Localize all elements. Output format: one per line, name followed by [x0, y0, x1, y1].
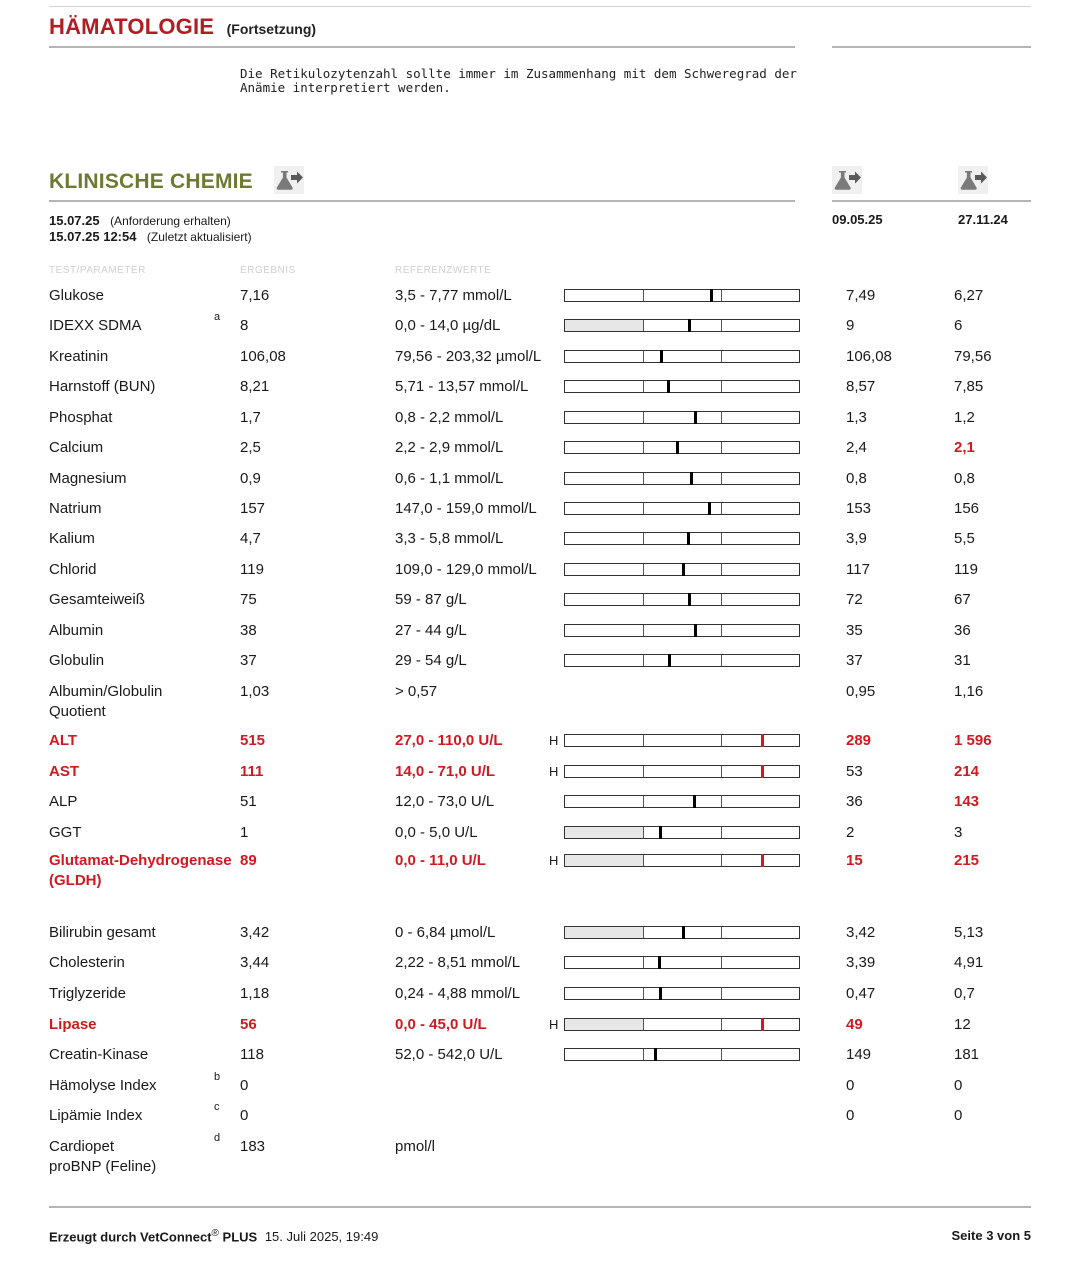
- previous-result-2: 4,91: [954, 954, 984, 971]
- reference-range: > 0,57: [395, 683, 438, 700]
- test-result: 8,21: [240, 378, 270, 395]
- test-name: [49, 591, 145, 608]
- test-name-line: AST: [49, 763, 79, 780]
- test-result: 183: [240, 1138, 266, 1155]
- previous-result-2: 1,2: [954, 409, 975, 426]
- high-flag: H: [549, 733, 559, 748]
- range-divider: [643, 957, 644, 968]
- previous-result-2: 0: [954, 1077, 963, 1094]
- lab-flask-arrow-icon[interactable]: [274, 166, 304, 194]
- test-name: [49, 1138, 156, 1175]
- footer-plus: PLUS: [222, 1229, 258, 1245]
- reference-range: 0 - 6,84 µmol/L: [395, 924, 496, 941]
- test-name-line: Natrium: [49, 500, 102, 517]
- test-name-line: Gesamteiweiß: [49, 591, 145, 608]
- received-label: (Anforderung erhalten): [110, 214, 231, 228]
- test-name-line: Glukose: [49, 287, 105, 304]
- test-name: [49, 793, 77, 810]
- test-result: 8: [240, 317, 249, 334]
- test-name-line: Globulin: [49, 652, 105, 669]
- result-marker: [682, 926, 685, 939]
- test-name: [49, 409, 112, 426]
- test-name-line: Glutamat-Dehydrogenase: [49, 852, 232, 869]
- reference-range: 27,0 - 110,0 U/L: [395, 732, 503, 749]
- test-name-line: Magnesium: [49, 470, 127, 487]
- test-name: [49, 1107, 142, 1124]
- range-divider: [643, 766, 644, 777]
- previous-result-1: 153: [846, 500, 872, 517]
- test-result: 515: [240, 732, 266, 749]
- test-name: [49, 1077, 157, 1094]
- test-name-line: Albumin: [49, 622, 104, 639]
- previous-result-1: 3,42: [846, 924, 876, 941]
- result-marker: [668, 654, 671, 667]
- reference-range: 14,0 - 71,0 U/L: [395, 763, 496, 780]
- range-divider: [721, 957, 722, 968]
- range-divider: [721, 1049, 722, 1060]
- result-marker: [654, 1048, 657, 1061]
- test-name: [49, 470, 127, 487]
- chemistry-rule-right: [832, 200, 1031, 202]
- previous-result-2: 79,56: [954, 348, 992, 365]
- footnote-marker: a: [214, 311, 221, 323]
- result-marker: [660, 350, 663, 363]
- test-name: [49, 317, 142, 334]
- reference-range-bar: [564, 563, 800, 576]
- reference-range-bar: [564, 624, 800, 637]
- footer-reg-mark: ®: [211, 1228, 219, 1239]
- test-name: [49, 561, 97, 578]
- reference-range: 2,2 - 2,9 mmol/L: [395, 439, 504, 456]
- previous-result-2: 1,16: [954, 683, 984, 700]
- result-marker: [710, 289, 713, 302]
- column-header-result: ERGEBNIS: [240, 265, 296, 276]
- result-marker: [687, 532, 690, 545]
- range-divider: [721, 594, 722, 605]
- lab-flask-arrow-icon[interactable]: [832, 166, 862, 194]
- result-marker: [694, 624, 697, 637]
- note-line-2: Anämie interpretiert werden.: [240, 80, 451, 95]
- top-rule: [49, 6, 1031, 7]
- test-name-line: Hämolyse Index: [49, 1077, 157, 1094]
- previous-result-2: 156: [954, 500, 980, 517]
- reference-range-bar: [564, 956, 800, 969]
- low-zone-shade: [565, 827, 643, 838]
- previous-result-2: 67: [954, 591, 971, 608]
- reference-range-bar: [564, 319, 800, 332]
- range-divider: [643, 655, 644, 666]
- test-result: 0: [240, 1077, 249, 1094]
- range-divider: [643, 855, 644, 866]
- range-divider: [643, 735, 644, 746]
- test-name-line: Harnstoff (BUN): [49, 378, 156, 395]
- chemistry-title: KLINISCHE CHEMIE: [49, 170, 253, 193]
- test-name: [49, 500, 102, 517]
- range-divider: [643, 533, 644, 544]
- range-divider: [721, 927, 722, 938]
- previous-result-1: 0,8: [846, 470, 867, 487]
- footnote-marker: c: [214, 1101, 220, 1113]
- previous-result-1: 15: [846, 852, 863, 869]
- test-name: [49, 622, 103, 639]
- reference-range-bar: [564, 1018, 800, 1031]
- result-marker: [682, 563, 685, 576]
- reference-range-bar: [564, 987, 800, 1000]
- reference-range: 0,0 - 14,0 µg/dL: [395, 317, 501, 334]
- result-marker: [659, 826, 662, 839]
- range-divider: [721, 351, 722, 362]
- range-divider: [643, 564, 644, 575]
- previous-result-1: 72: [846, 591, 863, 608]
- previous-result-2: 0,8: [954, 470, 975, 487]
- test-result: 1,7: [240, 409, 261, 426]
- previous-result-2: 119: [954, 561, 978, 578]
- test-result: 89: [240, 852, 257, 869]
- haematology-rule: [49, 46, 795, 48]
- reference-range-bar: [564, 502, 800, 515]
- test-name-line: Cardiopet: [49, 1138, 115, 1155]
- test-name: [49, 824, 82, 841]
- previous-result-2: 181: [954, 1046, 980, 1063]
- reference-range-bar: [564, 926, 800, 939]
- result-marker: [761, 854, 764, 867]
- previous-result-1: 8,57: [846, 378, 876, 395]
- reference-range-bar: [564, 826, 800, 839]
- result-marker: [693, 795, 696, 808]
- previous-result-1: 9: [846, 317, 855, 334]
- range-divider: [643, 927, 644, 938]
- result-marker: [708, 502, 711, 515]
- updated-label: (Zuletzt aktualisiert): [146, 230, 252, 244]
- footer-generated-by: Erzeugt durch VetConnect: [49, 1229, 212, 1245]
- test-name-line: Triglyzeride: [49, 985, 126, 1002]
- test-result: 1: [240, 824, 249, 841]
- reference-range: 59 - 87 g/L: [395, 591, 467, 608]
- test-result: 0: [240, 1107, 249, 1124]
- high-flag: H: [549, 764, 559, 779]
- previous-result-2: 215: [954, 852, 980, 869]
- test-name-line: Creatin-Kinase: [49, 1046, 149, 1063]
- range-divider: [643, 796, 644, 807]
- reference-range: 109,0 - 129,0 mmol/L: [395, 561, 537, 578]
- previous-result-2: 1 596: [954, 732, 992, 749]
- received-date: 15.07.25: [49, 213, 100, 228]
- range-divider: [721, 655, 722, 666]
- haematology-rule-right: [832, 46, 1031, 48]
- test-result: 106,08: [240, 348, 286, 365]
- test-result: 56: [240, 1016, 257, 1033]
- high-flag: H: [549, 853, 559, 868]
- previous-result-1: 0,95: [846, 683, 876, 700]
- test-name: [49, 1016, 97, 1033]
- previous-result-1: 106,08: [846, 348, 892, 365]
- chemistry-rule: [49, 200, 795, 202]
- test-result: 38: [240, 622, 257, 639]
- range-divider: [721, 381, 722, 392]
- range-divider: [721, 766, 722, 777]
- test-result: 51: [240, 793, 257, 810]
- range-divider: [643, 381, 644, 392]
- previous-result-2: 31: [954, 652, 971, 669]
- test-result: 1,18: [240, 985, 270, 1002]
- previous-result-2: 214: [954, 763, 980, 780]
- column-header-test: TEST/PARAMETER: [49, 265, 146, 276]
- previous-result-2: 0: [954, 1107, 963, 1124]
- result-marker: [690, 472, 693, 485]
- test-name-line: ALP: [49, 793, 78, 810]
- range-divider: [721, 735, 722, 746]
- reference-range-bar: [564, 289, 800, 302]
- test-name: [49, 348, 108, 365]
- test-result: 4,7: [240, 530, 261, 547]
- haematology-title: HÄMATOLOGIE: [49, 14, 215, 39]
- reference-range: 0,24 - 4,88 mmol/L: [395, 985, 521, 1002]
- test-name: [49, 732, 77, 749]
- range-divider: [721, 533, 722, 544]
- previous-result-1: 36: [846, 793, 863, 810]
- range-divider: [721, 412, 722, 423]
- range-divider: [721, 988, 722, 999]
- range-divider: [643, 503, 644, 514]
- test-name: [49, 530, 95, 547]
- range-divider: [643, 351, 644, 362]
- previous-result-1: 2,4: [846, 439, 867, 456]
- test-name-line: ALT: [49, 732, 78, 749]
- range-divider: [721, 625, 722, 636]
- footer-page-number: Seite 3 von 5: [951, 1228, 1031, 1243]
- test-name-line: Kreatinin: [49, 348, 109, 365]
- previous-result-1: 3,9: [846, 530, 867, 547]
- test-name: [49, 683, 162, 720]
- result-marker: [688, 593, 691, 606]
- reference-range-bar: [564, 795, 800, 808]
- previous-result-2: 5,5: [954, 530, 975, 547]
- test-name-line: Albumin/Globulin: [49, 683, 163, 700]
- test-name-line: Kalium: [49, 530, 95, 547]
- test-result: 2,5: [240, 439, 261, 456]
- reference-range-bar: [564, 380, 800, 393]
- previous-result-1: 7,49: [846, 287, 876, 304]
- reference-range: 79,56 - 203,32 µmol/L: [395, 348, 542, 365]
- previous-result-2: 2,1: [954, 439, 975, 456]
- test-name-line-2: Quotient: [49, 703, 106, 720]
- last-updated: [49, 228, 252, 246]
- reference-range-bar: [564, 765, 800, 778]
- test-name-line: Bilirubin gesamt: [49, 924, 156, 941]
- previous-result-2: 36: [954, 622, 971, 639]
- previous-result-1: 37: [846, 652, 863, 669]
- result-marker: [688, 319, 691, 332]
- reference-range: 3,3 - 5,8 mmol/L: [395, 530, 504, 547]
- reticulocyte-note: [240, 67, 797, 95]
- reference-range: 0,8 - 2,2 mmol/L: [395, 409, 504, 426]
- reference-range-bar: [564, 350, 800, 363]
- result-marker: [761, 734, 764, 747]
- range-divider: [643, 594, 644, 605]
- test-result: 0,9: [240, 470, 261, 487]
- previous-result-1: 117: [846, 561, 870, 578]
- reference-range: 0,0 - 11,0 U/L: [395, 852, 486, 869]
- test-result: 157: [240, 500, 266, 517]
- previous-result-2: 12: [954, 1016, 971, 1033]
- range-divider: [643, 827, 644, 838]
- range-divider: [721, 796, 722, 807]
- footer-date: 15. Juli 2025, 19:49: [264, 1229, 379, 1245]
- haematology-subtitle: (Fortsetzung): [226, 21, 317, 37]
- result-marker: [676, 441, 679, 454]
- test-name-line: Calcium: [49, 439, 104, 456]
- result-marker: [694, 411, 697, 424]
- test-name: [49, 1046, 148, 1063]
- range-divider: [721, 855, 722, 866]
- footer-generator: [49, 1228, 378, 1244]
- result-marker: [667, 380, 670, 393]
- previous-result-1: 1,3: [846, 409, 867, 426]
- previous-result-2: 6,27: [954, 287, 984, 304]
- test-name: [49, 924, 156, 941]
- footer-rule: [49, 1206, 1031, 1208]
- test-result: 1,03: [240, 683, 270, 700]
- low-zone-shade: [565, 855, 643, 866]
- test-name-line: GGT: [49, 824, 82, 841]
- test-name: [49, 439, 103, 456]
- test-result: 37: [240, 652, 257, 669]
- test-result: 118: [240, 1046, 264, 1063]
- reference-range-bar: [564, 854, 800, 867]
- range-divider: [643, 625, 644, 636]
- reference-range: 3,5 - 7,77 mmol/L: [395, 287, 512, 304]
- result-marker: [761, 1018, 764, 1031]
- reference-range: 0,0 - 5,0 U/L: [395, 824, 478, 841]
- test-name: [49, 954, 125, 971]
- previous-result-1: 149: [846, 1046, 872, 1063]
- previous-result-1: 49: [846, 1016, 863, 1033]
- low-zone-shade: [565, 927, 643, 938]
- reference-range: 5,71 - 13,57 mmol/L: [395, 378, 529, 395]
- updated-date: 15.07.25 12:54: [49, 229, 137, 244]
- result-marker: [659, 987, 662, 1000]
- reference-range: 52,0 - 542,0 U/L: [395, 1046, 503, 1063]
- previous-result-1: 0: [846, 1077, 855, 1094]
- test-result: 119: [240, 561, 264, 578]
- test-name: [49, 652, 104, 669]
- range-divider: [643, 442, 644, 453]
- previous-result-2: 7,85: [954, 378, 984, 395]
- test-name: [49, 763, 79, 780]
- result-marker: [658, 956, 661, 969]
- test-name-line: Phosphat: [49, 409, 113, 426]
- reference-range-bar: [564, 532, 800, 545]
- reference-range-bar: [564, 472, 800, 485]
- range-divider: [721, 564, 722, 575]
- previous-result-1: 289: [846, 732, 872, 749]
- range-divider: [721, 827, 722, 838]
- reference-range: 147,0 - 159,0 mmol/L: [395, 500, 537, 517]
- previous-result-2: 5,13: [954, 924, 984, 941]
- range-divider: [643, 988, 644, 999]
- previous-result-2: 3: [954, 824, 963, 841]
- result-marker: [761, 765, 764, 778]
- previous-result-2: 6: [954, 317, 963, 334]
- previous-date-2: 27.11.24: [958, 212, 1008, 227]
- reference-range-bar: [564, 734, 800, 747]
- footnote-marker: b: [214, 1071, 221, 1083]
- note-line-1: Die Retikulozytenzahl sollte immer im Zusammenhang mit dem Schweregrad der: [240, 66, 797, 81]
- test-name-line: IDEXX SDMA: [49, 317, 142, 334]
- previous-result-1: 0,47: [846, 985, 876, 1002]
- lab-flask-arrow-icon[interactable]: [958, 166, 988, 194]
- test-name-line-2: proBNP (Feline): [49, 1158, 157, 1175]
- range-divider: [721, 320, 722, 331]
- test-result: 111: [240, 763, 264, 780]
- test-result: 7,16: [240, 287, 270, 304]
- test-result: 3,42: [240, 924, 270, 941]
- test-result: 3,44: [240, 954, 270, 971]
- reference-range-bar: [564, 441, 800, 454]
- previous-result-1: 35: [846, 622, 863, 639]
- reference-range-bar: [564, 654, 800, 667]
- low-zone-shade: [565, 320, 643, 331]
- previous-result-1: 3,39: [846, 954, 876, 971]
- range-divider: [643, 473, 644, 484]
- range-divider: [643, 1019, 644, 1030]
- test-name-line: Lipämie Index: [49, 1107, 143, 1124]
- high-flag: H: [549, 1017, 559, 1032]
- previous-result-1: 0: [846, 1107, 855, 1124]
- reference-range: 0,6 - 1,1 mmol/L: [395, 470, 504, 487]
- range-divider: [643, 412, 644, 423]
- range-divider: [643, 1049, 644, 1060]
- reference-range: 0,0 - 45,0 U/L: [395, 1016, 487, 1033]
- reference-range: 12,0 - 73,0 U/L: [395, 793, 495, 810]
- reference-range: 27 - 44 g/L: [395, 622, 467, 639]
- range-divider: [721, 473, 722, 484]
- test-name: [49, 852, 232, 889]
- previous-result-1: 2: [846, 824, 855, 841]
- reference-range-bar: [564, 1048, 800, 1061]
- test-name-line-2: (GLDH): [49, 872, 102, 889]
- range-divider: [721, 442, 722, 453]
- range-divider: [721, 503, 722, 514]
- reference-range: 2,22 - 8,51 mmol/L: [395, 954, 521, 971]
- previous-result-2: 0,7: [954, 985, 975, 1002]
- test-result: 75: [240, 591, 257, 608]
- test-name: [49, 378, 155, 395]
- range-divider: [721, 1019, 722, 1030]
- range-divider: [643, 290, 644, 301]
- reference-range: pmol/l: [395, 1138, 436, 1155]
- low-zone-shade: [565, 1019, 643, 1030]
- test-name: [49, 985, 126, 1002]
- previous-date-1: 09.05.25: [832, 212, 883, 227]
- test-name-line: Cholesterin: [49, 954, 125, 971]
- test-name-line: Lipase: [49, 1016, 97, 1033]
- haematology-header: [49, 14, 316, 40]
- reference-range: 29 - 54 g/L: [395, 652, 467, 669]
- column-header-reference: REFERENZWERTE: [395, 265, 492, 276]
- range-divider: [643, 320, 644, 331]
- reference-range-bar: [564, 411, 800, 424]
- footnote-marker: d: [214, 1132, 221, 1144]
- test-name: [49, 287, 104, 304]
- previous-result-2: 143: [954, 793, 980, 810]
- previous-result-1: 53: [846, 763, 863, 780]
- reference-range-bar: [564, 593, 800, 606]
- test-name-line: Chlorid: [49, 561, 97, 578]
- range-divider: [721, 290, 722, 301]
